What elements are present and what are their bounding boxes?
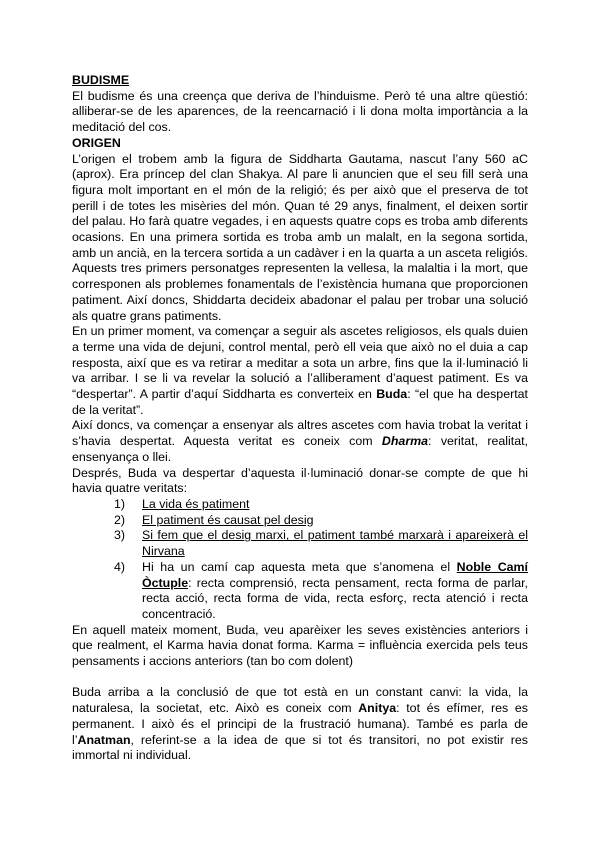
list-item <box>102 528 528 559</box>
truth-text: Si fem que el desig marxi, el patiment també marxarà i apareixerà el Nirvana <box>142 528 528 559</box>
p6-text-a: Buda arriba a la conclusió de que tot està en un constant canvi: la vida, la naturalesa, la societat, etc. Això es coneix com <box>72 685 528 716</box>
list-item <box>102 497 528 513</box>
truth-text: El patiment és causat pel desig <box>142 512 314 527</box>
p3-text-b: : veritat, realitat, ensenyança o llei. <box>72 434 528 464</box>
list-item <box>102 560 528 623</box>
anitya-paragraph <box>72 685 528 764</box>
term-buda: Buda <box>376 387 408 402</box>
list-item <box>102 513 528 529</box>
truth-text-a: Hi ha un camí cap aquesta meta que s’anomena el <box>142 559 457 574</box>
origen-paragraph-2 <box>72 324 528 418</box>
p3-text-a: Així doncs, va començar a ensenyar als altres ascetes com havia trobat la veritat i s’havia despertat. Aquesta veritat es coneix com <box>72 418 528 449</box>
title-budisme: BUDISME <box>72 73 130 87</box>
term-dharma: Dharma <box>381 434 429 449</box>
p6-text-b: : tot és efímer, res es permanent. I això és el principi de la frustració humana). També es parla de l’ <box>72 701 528 747</box>
heading-origen: ORIGEN <box>72 135 121 150</box>
list-number: 3) <box>114 528 126 543</box>
intro-paragraph: El budisme és una creença que deriva de l’hinduisme. Però té una altre qüestió: alliberar-se de les aparences, de la reencarnació i li dona molta importància a la meditació del cos. <box>72 88 528 135</box>
truth-text-b: : recta comprensió, recta pensament, recta forma de parlar, recta acció, recta forma de vida, recta esforç, recta atenció i recta concentració. <box>142 575 528 621</box>
list-number: 1) <box>114 496 126 511</box>
four-truths-list <box>72 497 528 623</box>
karma-paragraph: En aquell mateix moment, Buda, veu aparèixer les seves existències anteriors i que realment, el Karma havia donat forma. Karma = influència exercida pels teus pensaments i accions anteriors (tan bo com dolent) <box>72 622 528 669</box>
list-number: 2) <box>114 512 126 527</box>
origen-paragraph-4: Després, Buda va despertar d’aquesta il·luminació donar-se compte de que hi havia quatre veritats: <box>72 465 528 496</box>
origen-paragraph-1: L’origen el trobem amb la figura de Siddharta Gautama, nascut l’any 560 aC (aprox). Era príncep del clan Shakya. Al pare li anuncien que el seu fill serà una figura molt important en el món de la religió; és per això que el preserva de tot perill i de totes les misèries del món. Quan té 29 anys, finalment, el deixen sortir del palau. Ho farà quatre vegades, i en aquests quatre cops es troba amb diferents ocasions. En una primera sortida es troba amb un malalt, en la segona sortida, amb un ancià, en la tercera sortida a un cadàver i en la quarta a un asceta religiós. Aquests tres primers personatges representen la vellesa, la malaltia i la mort, que corresponen als problemes fonamentals de l’existència humana que proporcionen patiment. Així doncs, Shiddarta decideix abadonar el palau per trobar una solució als quatre grans patiments. <box>72 151 528 323</box>
term-anitya: Anitya <box>358 701 397 716</box>
term-noble-cami-octuple: Noble Camí Òctuple <box>142 559 528 590</box>
list-number: 4) <box>114 559 126 574</box>
p2-text-b: : “el que ha despertat de la veritat”. <box>72 387 528 417</box>
term-anatman: Anatman <box>77 732 131 747</box>
p2-text-a: En un primer moment, va començar a seguir als ascetes religiosos, els quals duien a terme una vida de dejuni, control mental, però ell veia que això no el duia a cap resposta, així que es va retirar a meditar a sota un arbre, fins que la il·luminació li va arribar. I se li va revelar la solució a l’alliberament d’aquest patiment. Es va “despertar”. A partir d’aquí Siddharta es converteix en <box>72 324 528 402</box>
origen-paragraph-3 <box>72 418 528 465</box>
truth-text: La vida és patiment <box>142 496 250 511</box>
blank-line <box>72 670 528 686</box>
p6-text-c: , referint-se a la idea de que si tot és transitori, no pot existir res immortal ni individual. <box>72 732 528 763</box>
